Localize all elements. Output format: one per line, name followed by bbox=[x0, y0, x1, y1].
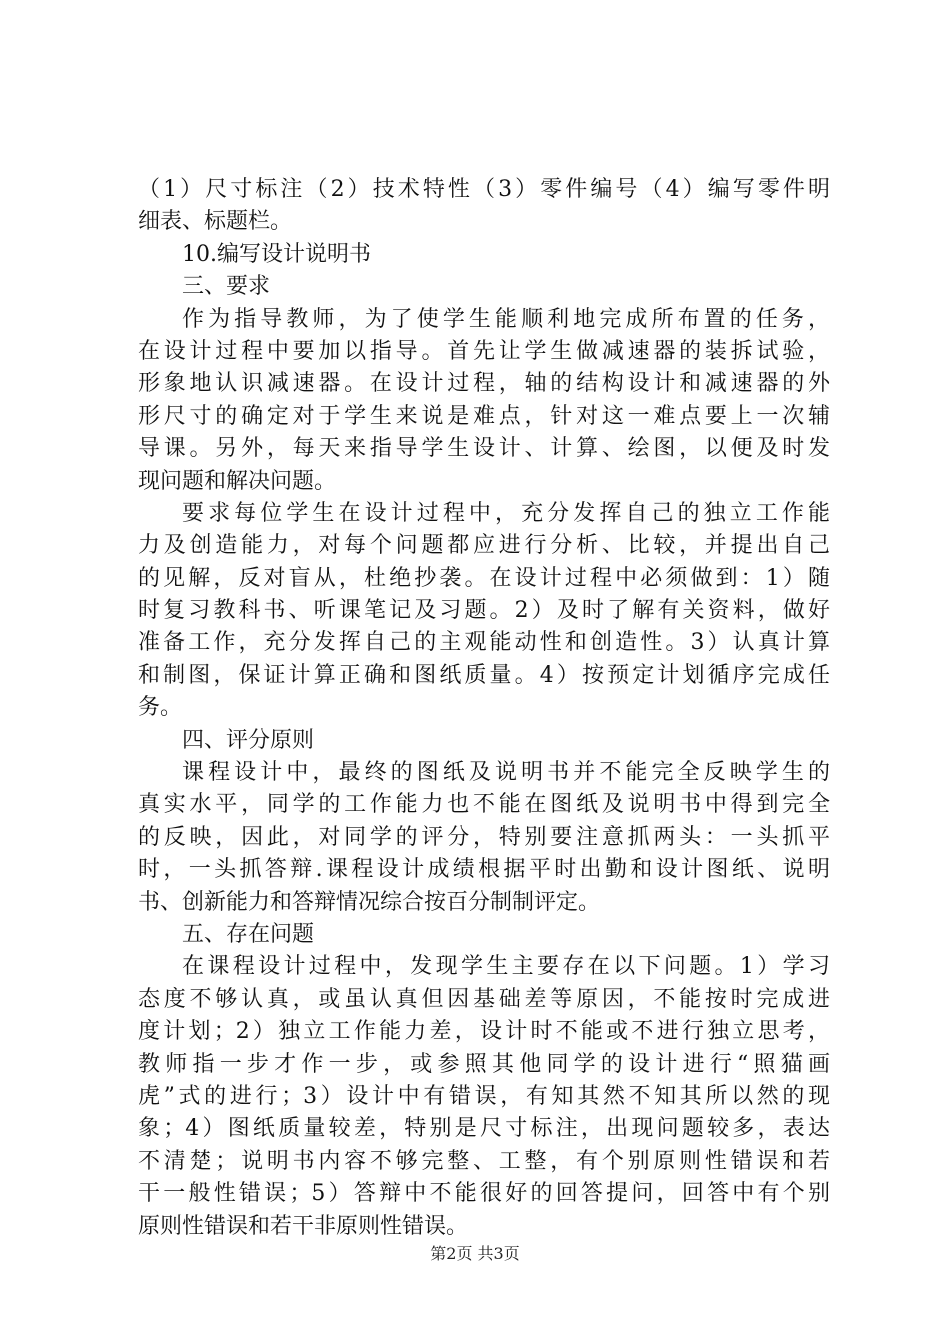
text-line: 准备工作，充分发挥自己的主观能动性和创造性。3）认真计算 bbox=[138, 630, 830, 656]
text-line: 力及创造能力，对每个问题都应进行分析、比较，并提出自己 bbox=[138, 533, 830, 559]
text-line: 作为指导教师，为了使学生能顺利地完成所布置的任务， bbox=[182, 306, 830, 332]
text-line: 三、要求 bbox=[182, 274, 271, 300]
document-body bbox=[138, 174, 830, 1243]
text-line: （1）尺寸标注（2）技术特性（3）零件编号（4）编写零件明 bbox=[138, 177, 830, 202]
text-line: 的见解，反对盲从，杜绝抄袭。在设计过程中必须做到：1）随 bbox=[138, 565, 830, 591]
text-line: 形尺寸的确定对于学生来说是难点，针对这一难点要上一次辅 bbox=[138, 403, 830, 429]
text-line: 的反映，因此，对同学的评分，特别要注意抓两头：一头抓平 bbox=[138, 824, 830, 850]
text-line: 和制图，保证计算正确和图纸质量。4）按预定计划循序完成任 bbox=[138, 662, 830, 688]
text-line: 教师指一步才作一步，或参照其他同学的设计进行“照猫画 bbox=[138, 1051, 830, 1077]
text-line: 细表、标题栏。 bbox=[138, 209, 293, 235]
text-line: 导课。另外，每天来指导学生设计、计算、绘图，以便及时发 bbox=[138, 436, 830, 462]
text-line: 四、评分原则 bbox=[182, 727, 315, 753]
text-line: 度计划；2）独立工作能力差，设计时不能或不进行独立思考， bbox=[138, 1019, 830, 1045]
text-line: 在课程设计过程中，发现学生主要存在以下问题。1）学习 bbox=[182, 954, 830, 980]
text-line: 五、存在问题 bbox=[182, 921, 315, 947]
text-line: 现问题和解决问题。 bbox=[138, 468, 337, 494]
text-line: 真实水平，同学的工作能力也不能在图纸及说明书中得到完全 bbox=[138, 792, 830, 818]
text-line: 干一般性错误；5）答辩中不能很好的回答提问，回答中有个别 bbox=[138, 1181, 830, 1207]
text-line: 形象地认识减速器。在设计过程，轴的结构设计和减速器的外 bbox=[138, 371, 830, 397]
page-number-footer: 第2页 共3页 bbox=[430, 1244, 520, 1263]
text-line: 书、创新能力和答辩情况综合按百分制制评定。 bbox=[138, 889, 601, 915]
text-line: 时复习教科书、听课笔记及习题。2）及时了解有关资料，做好 bbox=[138, 598, 830, 624]
text-line: 态度不够认真，或虽认真但因基础差等原因，不能按时完成进 bbox=[138, 986, 830, 1012]
text-line: 课程设计中，最终的图纸及说明书并不能完全反映学生的 bbox=[182, 760, 830, 786]
text-line: 要求每位学生在设计过程中，充分发挥自己的独立工作能 bbox=[182, 500, 830, 526]
text-line: 原则性错误和若干非原则性错误。 bbox=[138, 1213, 469, 1239]
text-line: 虎”式的进行；3）设计中有错误，有知其然不知其所以然的现 bbox=[138, 1083, 830, 1109]
text-line: 在设计过程中要加以指导。首先让学生做减速器的装拆试验， bbox=[138, 338, 830, 364]
text-line: 象；4）图纸质量较差，特别是尺寸标注，出现问题较多，表达 bbox=[138, 1116, 830, 1142]
text-line: 10.编写设计说明书 bbox=[182, 241, 371, 267]
text-line: 务。 bbox=[138, 695, 183, 721]
text-line: 不清楚；说明书内容不够完整、工整，有个别原则性错误和若 bbox=[138, 1148, 830, 1174]
text-line: 时，一头抓答辩.课程设计成绩根据平时出勤和设计图纸、说明 bbox=[138, 857, 830, 883]
